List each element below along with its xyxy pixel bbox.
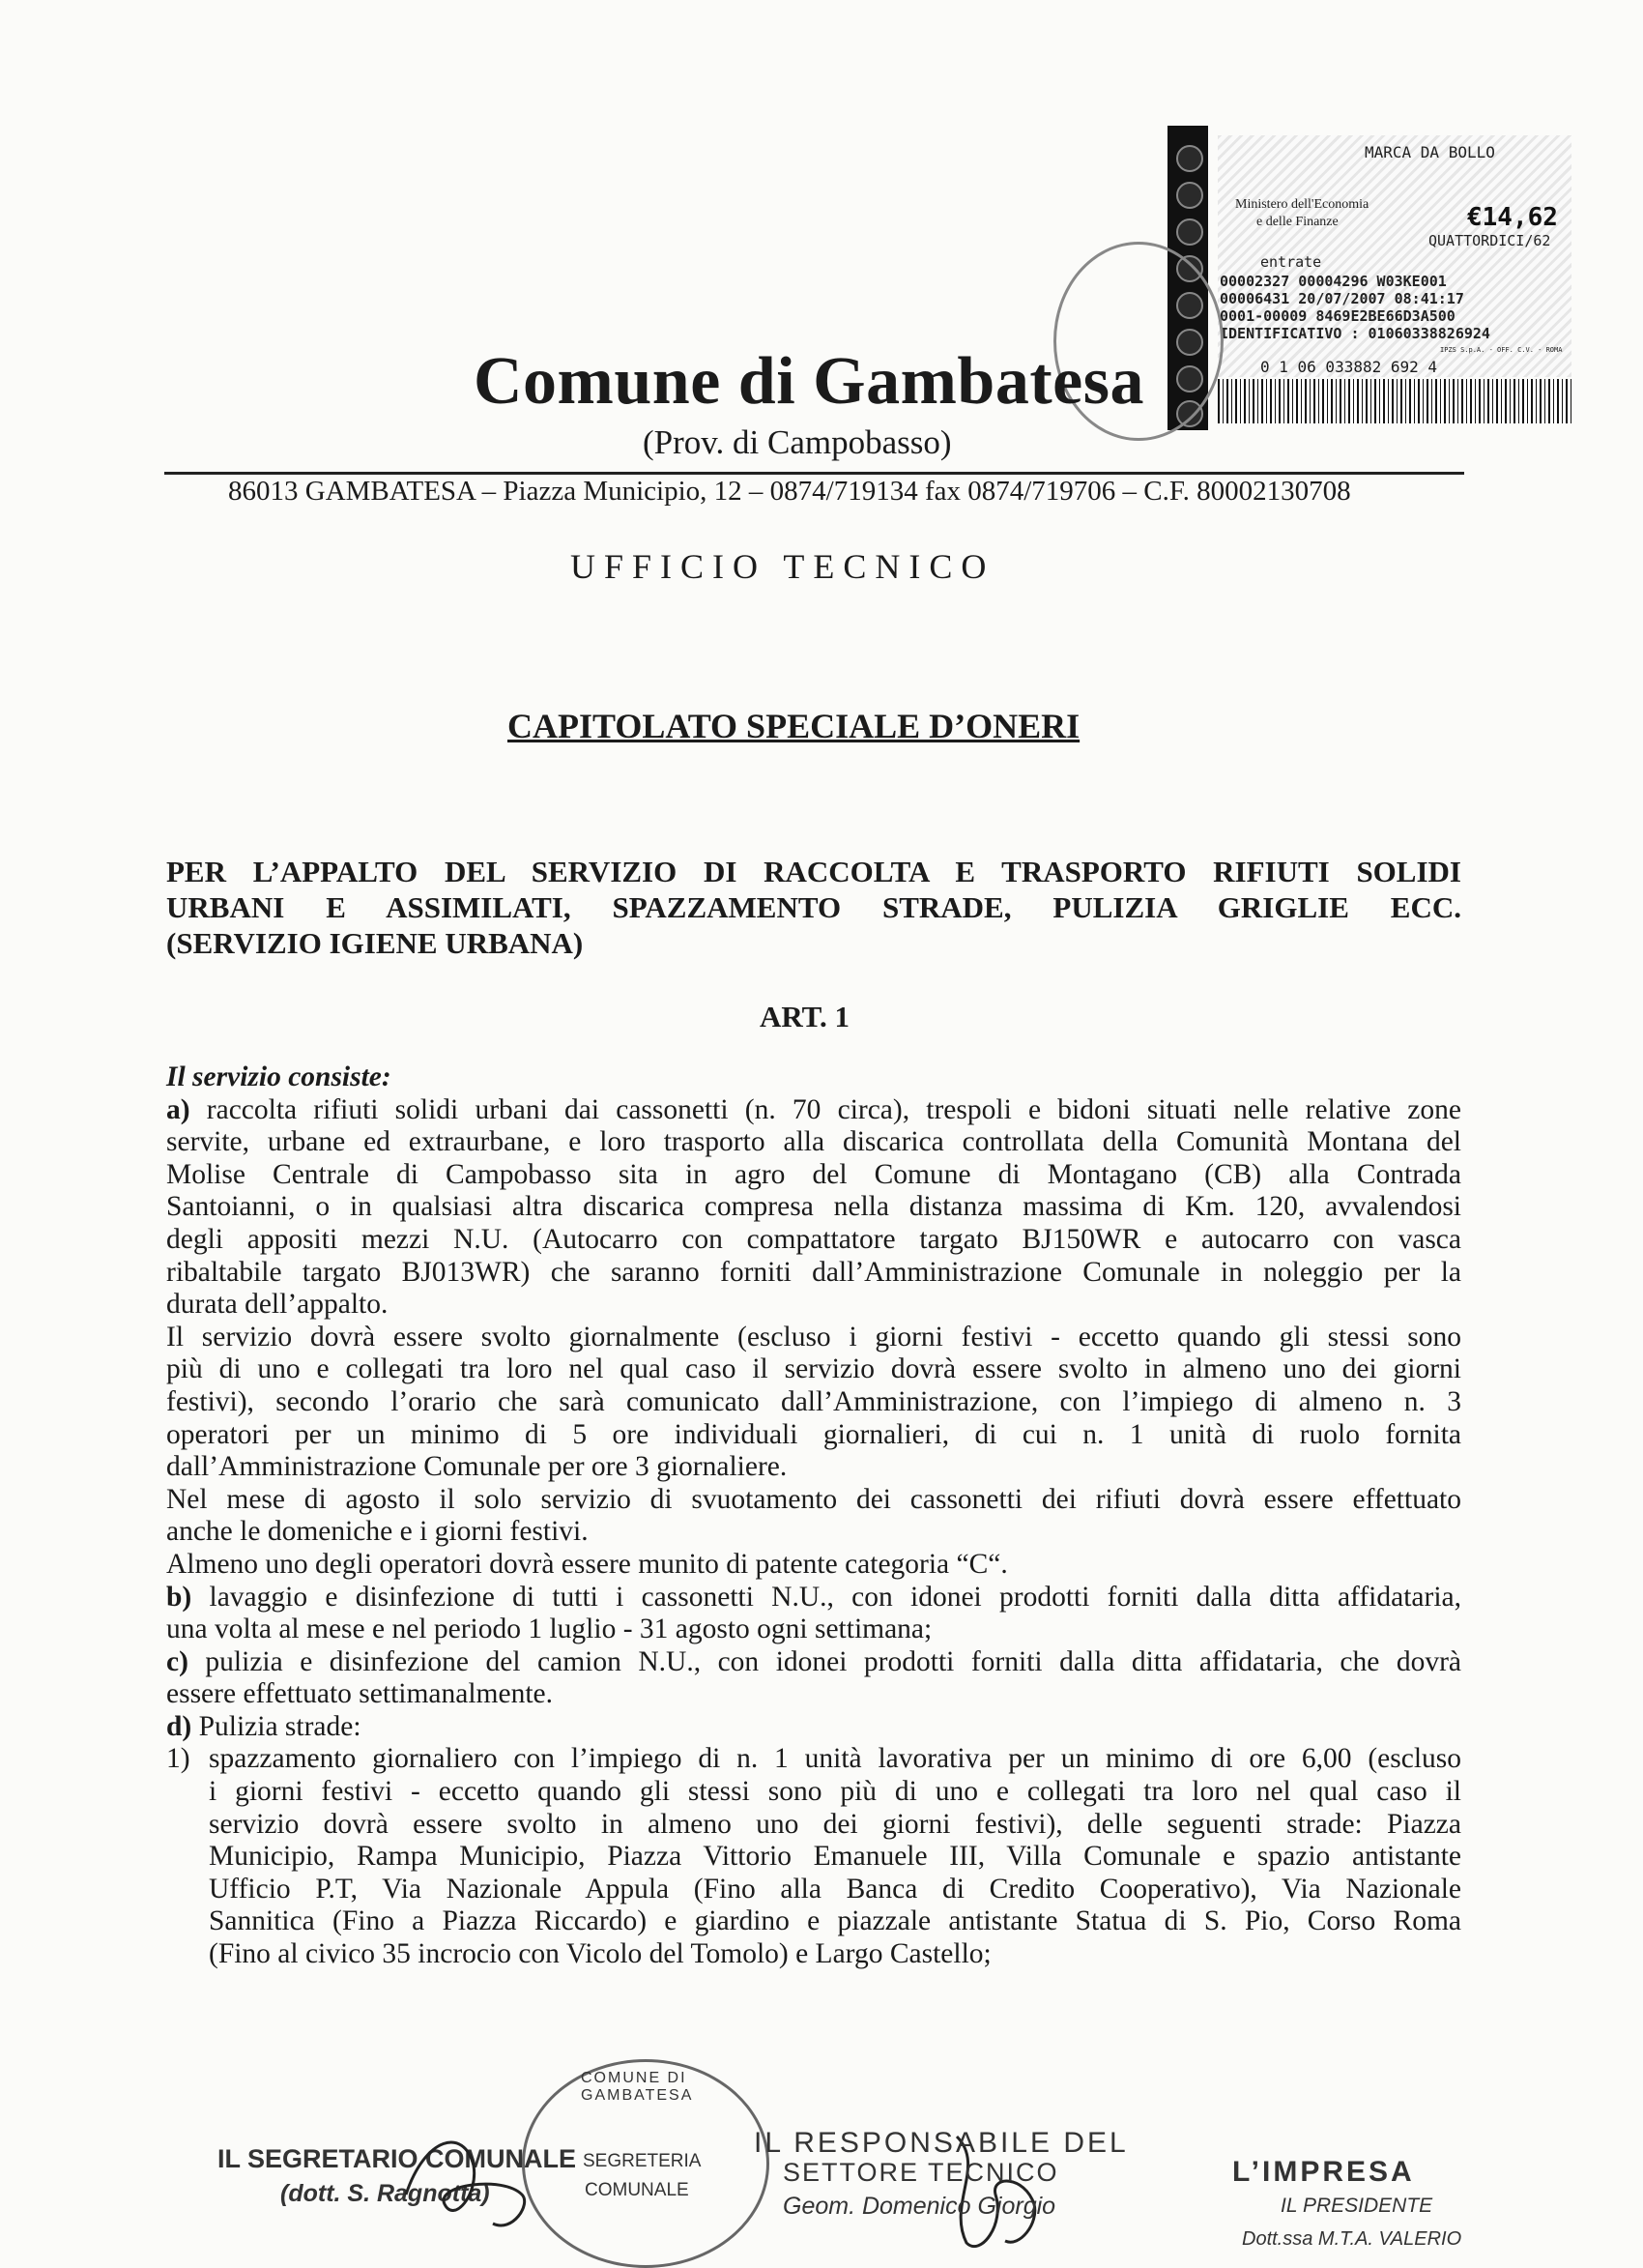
company-title: L’IMPRESA (1232, 2156, 1415, 2188)
stamp-body (1218, 135, 1571, 377)
header-divider (164, 472, 1464, 475)
heading-line: URBANI E ASSIMILATI, SPAZZAMENTO STRADE, PULIZIA GRIGLIE ECC. (166, 890, 1461, 924)
article-number: ART. 1 (760, 1000, 850, 1033)
body-line: Ufficio P.T, Via Nazionale Appula (Fino alla Banca di Credito Cooperativo), Via Nazionale (209, 1873, 1461, 1905)
body-line: più di uno e collegati tra loro nel qual caso il servizio dovrà essere svolto in almeno uno dei giorni (166, 1353, 1461, 1385)
heading-line: PER L’APPALTO DEL SERVIZIO DI RACCOLTA E TRASPORTO RIFIUTI SOLIDI (166, 855, 1461, 888)
item-d-line: d) Pulizia strade: (166, 1710, 361, 1742)
body-line: Sannitica (Fino a Piazza Riccardo) e giardino e piazzale antistante Statua di S. Pio, Corso Roma (209, 1905, 1461, 1937)
stamp-ministry: Ministero dell'Economia (1235, 197, 1369, 212)
responsible-name: Geom. Domenico Giorgio (783, 2193, 1056, 2220)
stamp-ring-text: COMUNE DI GAMBATESA (581, 2070, 694, 2104)
list-item-1 (166, 1743, 1461, 1970)
stamp-code-line: 00006431 20/07/2007 08:41:17 (1220, 290, 1464, 307)
company-president: IL PRESIDENTE (1281, 2195, 1433, 2217)
item-b-line: b) lavaggio e disinfezione di tutti i cassonetti N.U., con idonei prodotti forniti dalla ditta affidataria, (166, 1581, 1461, 1613)
item-a-label: a) (166, 1093, 190, 1125)
body-line: spazzamento giornaliero con l’impiego di n. 1 unità lavorativa per un minimo di ore 6,00 (escluso (209, 1743, 1461, 1775)
responsible-sector: SETTORE TECNICO (783, 2158, 1059, 2187)
body-line: operatori per un minimo di 5 ore individuali giornalieri, di cui n. 1 unità di ruolo fornita (166, 1418, 1461, 1450)
secretary-signature (387, 2108, 580, 2253)
item-c-label: c) (166, 1645, 188, 1677)
secretary-title: IL SEGRETARIO COMUNALE (217, 2144, 577, 2173)
body-line: Nel mese di agosto il solo servizio di svuotamento dei cassonetti dei rifiuti dovrà essere effettuato (166, 1483, 1461, 1515)
body-line: Almeno uno degli operatori dovrà essere munito di patente categoria “C“. (166, 1548, 1008, 1580)
document-body (166, 1061, 1461, 1971)
item-b-label: b) (166, 1581, 192, 1613)
list-number: 1) (166, 1743, 190, 1775)
stamp-segreteria: SEGRETERIA (583, 2151, 702, 2171)
document-heading (166, 854, 1461, 961)
stamp-barcode (1218, 379, 1571, 423)
body-line: durata dell’appalto. (166, 1289, 389, 1321)
stamp-code-line: IDENTIFICATIVO : 01060338826924 (1220, 325, 1490, 342)
item-a-line: a) raccolta rifiuti solidi urbani dai cassonetti (n. 70 circa), trespoli e bidoni situati nelle relative zone (166, 1093, 1461, 1125)
body-line: servite, urbane ed extraurbane, e loro trasporto alla discarica controllata della Comunità Montana del (166, 1126, 1461, 1158)
intro: Il servizio consiste: (166, 1061, 391, 1092)
item-d-label: d) (166, 1710, 192, 1742)
revenue-stamp (1167, 126, 1571, 430)
document-title: CAPITOLATO SPECIALE D’ONERI (507, 707, 1081, 745)
stamp-printer: IPZS S.p.A. - OFF. C.V. - ROMA (1440, 346, 1563, 354)
responsible-title: IL RESPONSABILE DEL (754, 2127, 1129, 2159)
stamp-amount: €14,62 (1467, 203, 1558, 232)
body-line: anche le domeniche e i giorni festivi. (166, 1516, 589, 1548)
body-line: (Fino al civico 35 incrocio con Vicolo del Tomolo) e Largo Castello; (209, 1938, 992, 1970)
body-line: degli appositi mezzi N.U. (Autocarro con compattatore targato BJ150WR e autocarro con vasca (166, 1223, 1461, 1255)
body-line: una volta al mese e nel periodo 1 luglio - 31 agosto ogni settimana; (166, 1614, 933, 1645)
stamp-barcode-number: 0 1 06 033882 692 4 (1260, 358, 1438, 376)
office-name: UFFICIO TECNICO (570, 547, 995, 586)
stamp-code-line: 0001-00009 8469E2BE66D3A500 (1220, 307, 1456, 325)
secretary-name: (dott. S. Ragnotta) (280, 2180, 490, 2207)
stamp-entrate: entrate (1260, 253, 1322, 271)
stamp-code-line: 00002327 00004296 W03KE001 (1220, 273, 1447, 290)
stamp-label: MARCA DA BOLLO (1365, 143, 1495, 161)
body-line: ribaltabile targato BJ013WR) che saranno forniti dall’Amministrazione Comunale in noleggio per la (166, 1256, 1461, 1288)
body-line: Santoianni, o in qualsiasi altra discarica compresa nella distanza massima di Km. 120, avvalendosi (166, 1191, 1461, 1223)
body-line: Municipio, Rampa Municipio, Piazza Vittorio Emanuele III, Villa Comunale e spazio antistante (209, 1841, 1461, 1873)
body-line: festivi), secondo l’orario che sarà comunicato dall’Amministrazione, con l’impiego di almeno n. 3 (166, 1385, 1461, 1417)
stamp-amount-words: QUATTORDICI/62 (1428, 232, 1551, 249)
body-line: i giorni festivi - eccetto quando gli stessi sono più di uno e collegati tra loro nel qual caso il (209, 1776, 1461, 1808)
item-c-line: c) pulizia e disinfezione del camion N.U., con idonei prodotti forniti dalla ditta affidataria, che dovrà (166, 1645, 1461, 1677)
company-president-name: Dott.ssa M.T.A. VALERIO (1242, 2228, 1462, 2250)
body-line: essere effettuato settimanalmente. (166, 1678, 553, 1710)
stamp-ministry-2: e delle Finanze (1256, 215, 1339, 229)
body-line: Molise Centrale di Campobasso sita in agro del Comune di Montagano (CB) alla Contrada (166, 1158, 1461, 1190)
body-line: Il servizio dovrà essere svolto giornalmente (escluso i giorni festivi - eccetto quando gli stessi sono (166, 1321, 1461, 1352)
body-line: servizio dovrà essere svolto in almeno uno dei giorni festivi), delle seguenti strade: Piazza (209, 1808, 1461, 1840)
heading-line: (SERVIZIO IGIENE URBANA) (166, 926, 584, 960)
body-line: dall’Amministrazione Comunale per ore 3 giornaliere. (166, 1451, 788, 1483)
address-line: 86013 GAMBATESA – Piazza Municipio, 12 – 0874/719134 fax 0874/719706 – C.F. 80002130708 (228, 476, 1351, 507)
stamp-comunale: COMUNALE (585, 2180, 689, 2200)
province: (Prov. di Campobasso) (643, 423, 952, 461)
page-title: Comune di Gambatesa (474, 344, 1144, 419)
